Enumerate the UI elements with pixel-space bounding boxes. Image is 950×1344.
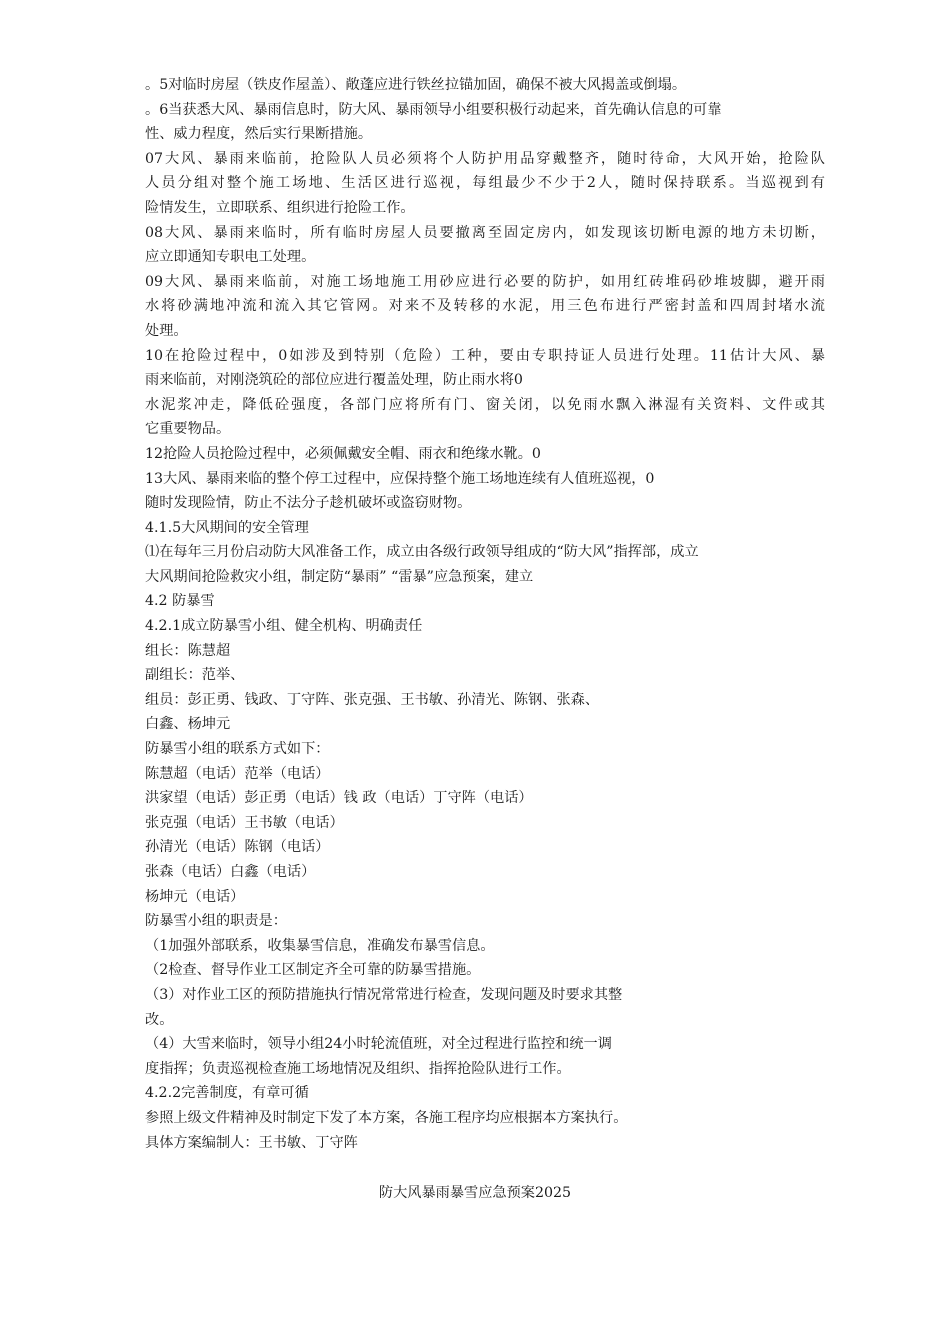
text-line: 4.2.2完善制度，有章可循 bbox=[145, 1085, 309, 1102]
text-line: 副组长：范举、 bbox=[145, 667, 245, 684]
text-line: 4.1.5大风期间的安全管理 bbox=[145, 519, 309, 536]
text-line: 孙清光（电话）陈钢（电话） bbox=[145, 839, 330, 856]
text-line: ⑴在每年三月份启动防大风准备工作，成立由各级行政领导组成的“防大风”指挥部，成立 bbox=[145, 544, 699, 561]
text-line: （3）对作业工区的预防措施执行情况常常进行检查，发现问题及时要求其整 bbox=[145, 986, 623, 1003]
text-line: 水将砂满地冲流和流入其它管网。对来不及转移的水泥，用三色布进行严密封盖和四周封堵水流 bbox=[145, 298, 825, 315]
text-line: 应立即通知专职电工处理。 bbox=[145, 249, 316, 266]
text-line: 13大风、暴雨来临的整个停工过程中，应保持整个施工场地连续有人值班巡视，0 bbox=[145, 470, 655, 487]
text-line: 。5对临时房屋（铁皮作屋盖）、敞蓬应进行铁丝拉锚加固，确保不被大风揭盖或倒塌。 bbox=[145, 77, 687, 93]
text-line: 09大风、暴雨来临前，对施工场地施工用砂应进行必要的防护，如用红砖堆码砂堆坡脚，避开雨 bbox=[145, 273, 825, 290]
text-line: （1加强外部联系，收集暴雪信息，准确发布暴雪信息。 bbox=[145, 937, 495, 954]
text-line: 张克强（电话）王书敏（电话） bbox=[145, 814, 344, 831]
text-line: 组员：彭正勇、钱政、丁守阵、张克强、王书敏、孙清光、陈钢、张森、 bbox=[145, 691, 600, 708]
text-line: 它重要物品。 bbox=[145, 421, 231, 438]
text-line: 改。 bbox=[145, 1011, 174, 1028]
document-footer-title: 防大风暴雨暴雪应急预案2025 bbox=[378, 1185, 572, 1201]
text-line: 人员分组对整个施工场地、生活区进行巡视，每组最少不少于2人，随时保持联系。当巡视到有 bbox=[145, 175, 825, 192]
text-line: 随时发现险情，防止不法分子趁机破坏或盗窃财物。 bbox=[145, 495, 472, 512]
text-line: 处理。 bbox=[145, 322, 188, 339]
text-line: 4.2 防暴雪 bbox=[145, 593, 215, 610]
text-line: 度指挥；负责巡视检查施工场地情况及组织、指挥抢险队进行工作。 bbox=[145, 1060, 571, 1077]
text-line: 陈慧超（电话）范举（电话） bbox=[145, 765, 330, 782]
text-line: 险情发生，立即联系、组织进行抢险工作。 bbox=[145, 199, 415, 216]
text-line: 07大风、暴雨来临前，抢险队人员必须将个人防护用品穿戴整齐，随时待命，大风开始，抢险队 bbox=[145, 150, 825, 167]
text-line: （2检查、督导作业工区制定齐全可靠的防暴雪措施。 bbox=[145, 962, 481, 979]
text-line: 白鑫、杨坤元 bbox=[145, 716, 231, 733]
text-line: 性、威力程度，然后实行果断措施。 bbox=[145, 126, 373, 143]
text-line: 组长：陈慧超 bbox=[145, 642, 231, 659]
document-body bbox=[145, 73, 825, 1155]
text-line: 雨来临前，对刚浇筑砼的部位应进行覆盖处理，防止雨水将0 bbox=[145, 372, 523, 389]
text-line: 4.2.1成立防暴雪小组、健全机构、明确责任 bbox=[145, 618, 423, 635]
text-line: 防暴雪小组的联系方式如下： bbox=[145, 741, 330, 758]
text-line: 杨坤元（电话） bbox=[145, 888, 245, 905]
text-line: 洪家望（电话）彭正勇（电话）钱 政（电话）丁守阵（电话） bbox=[145, 790, 533, 807]
text-line: 大风期间抢险救灾小组，制定防“暴雨” “雷暴”应急预案，建立 bbox=[145, 568, 534, 585]
text-line: 防暴雪小组的职责是： bbox=[145, 913, 287, 930]
text-line: 。6当获悉大风、暴雨信息时，防大风、暴雨领导小组要积极行动起来，首先确认信息的可靠 bbox=[145, 101, 722, 118]
text-line: 具体方案编制人：王书敏、丁守阵 bbox=[145, 1134, 358, 1151]
text-line: 水泥浆冲走，降低砼强度，各部门应将所有门、窗关闭，以免雨水飘入淋湿有关资料、文件或其 bbox=[145, 396, 825, 413]
text-line: 10在抢险过程中，0如涉及到特别（危险）工种，要由专职持证人员进行处理。11估计大风、暴 bbox=[145, 347, 825, 364]
text-line: 参照上级文件精神及时制定下发了本方案，各施工程序均应根据本方案执行。 bbox=[145, 1109, 628, 1126]
text-line: （4）大雪来临时，领导小组24小时轮流值班，对全过程进行监控和统一调 bbox=[145, 1036, 612, 1053]
text-line: 12抢险人员抢险过程中，必须佩戴安全帽、雨衣和绝缘水靴。0 bbox=[145, 445, 541, 462]
text-line: 08大风、暴雨来临时，所有临时房屋人员要撤离至固定房内，如发现该切断电源的地方未切断， bbox=[145, 224, 825, 241]
text-line: 张森（电话）白鑫（电话） bbox=[145, 864, 316, 880]
